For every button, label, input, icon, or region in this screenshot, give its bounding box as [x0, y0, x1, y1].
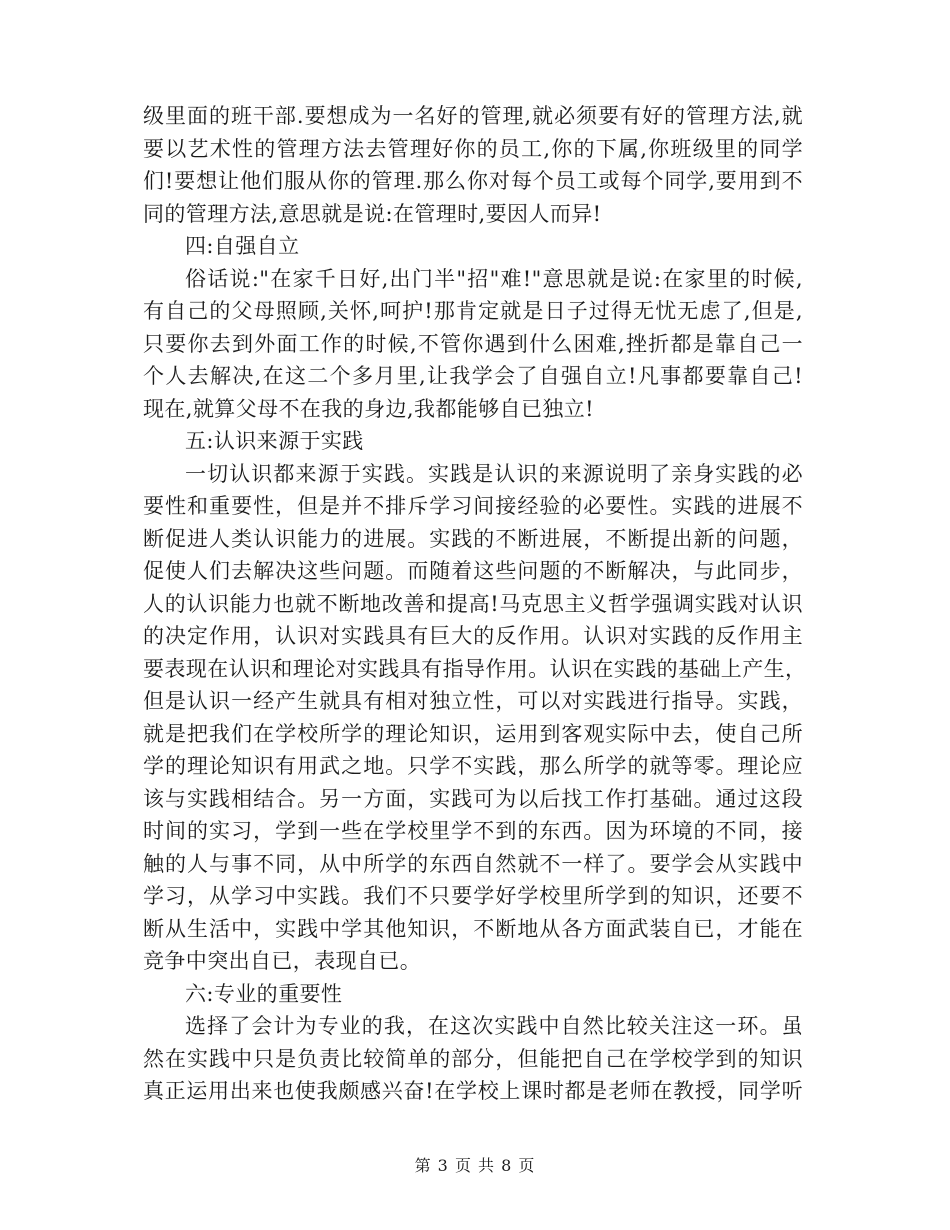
text-line: 促使人们去解决这些问题。而随着这些问题的不断解决，与此同步， — [143, 559, 803, 583]
text-line: 断促进人类认识能力的进展。实践的不断进展，不断提出新的问题， — [143, 526, 803, 551]
text-line: 触的人与事不同，从中所学的东西自然就不一样了。要学会从实践中 — [143, 851, 803, 876]
text-line: 只要你去到外面工作的时候,不管你遇到什么困难,挫折都是靠自己一 — [143, 331, 803, 356]
section-heading: 六:专业的重要性 — [185, 981, 343, 1006]
text-line: 竞争中突出自已，表现自已。 — [143, 949, 422, 973]
page-number: 第 3 页 共 8 页 — [414, 1156, 536, 1175]
text-line: 同的管理方法,意思就是说:在管理时,要因人而异! — [143, 201, 602, 226]
text-line: 断从生活中，实践中学其他知识，不断地从各方面武装自已，才能在 — [143, 916, 803, 941]
text-line: 要表现在认识和理论对实践具有指导作用。认识在实践的基础上产生， — [143, 656, 807, 681]
text-line: 该与实践相结合。另一方面，实践可为以后找工作打基础。通过这段 — [143, 786, 803, 811]
text-line: 真正运用出来也使我颇感兴奋!在学校上课时都是老师在教授，同学听 — [143, 1079, 803, 1103]
text-line: 个人去解决,在这二个多月里,让我学会了自强自立!凡事都要靠自己! — [143, 364, 803, 388]
text-line: 一切认识都来源于实践。实践是认识的来源说明了亲身实践的必 — [185, 461, 803, 486]
text-line: 选择了会计为专业的我，在这次实践中自然比较关注这一环。虽 — [185, 1014, 803, 1038]
text-line: 要以艺术性的管理方法去管理好你的员工,你的下属,你班级里的同学 — [143, 136, 803, 161]
text-line: 学习，从学习中实践。我们不只要学好学校里所学到的知识，还要不 — [143, 884, 803, 908]
text-line: 现在,就算父母不在我的身边,我都能够自已独立! — [143, 396, 594, 421]
text-line: 要性和重要性，但是并不排斥学习间接经验的必要性。实践的进展不 — [143, 494, 803, 518]
text-line: 但是认识一经产生就具有相对独立性，可以对实践进行指导。实践， — [143, 689, 803, 713]
text-line: 级里面的班干部.要想成为一名好的管理,就必须要有好的管理方法,就 — [143, 104, 803, 128]
text-line: 时间的实习，学到一些在学校里学不到的东西。因为环境的不同，接 — [143, 819, 803, 843]
text-line: 学的理论知识有用武之地。只学不实践，那么所学的就等零。理论应 — [143, 754, 803, 778]
section-heading: 四:自强自立 — [185, 234, 300, 258]
text-line: 人的认识能力也就不断地改善和提高!马克思主义哲学强调实践对认识 — [143, 591, 803, 616]
text-line: 的决定作用，认识对实践具有巨大的反作用。认识对实践的反作用主 — [143, 624, 803, 648]
text-line: 们!要想让他们服从你的管理.那么你对每个员工或每个同学,要用到不 — [143, 169, 803, 193]
section-heading: 五:认识来源于实践 — [185, 429, 364, 453]
text-line: 就是把我们在学校所学的理论知识，运用到客观实际中去，使自己所 — [143, 721, 803, 746]
text-line: 然在实践中只是负责比较简单的部分，但能把自己在学校学到的知识 — [143, 1046, 803, 1071]
text-line: 有自己的父母照顾,关怀,呵护!那肯定就是日子过得无忧无虑了,但是, — [143, 299, 803, 323]
text-line: 俗话说:"在家千日好,出门半"招"难!"意思就是说:在家里的时候, — [185, 266, 803, 291]
document-body — [143, 100, 807, 1108]
